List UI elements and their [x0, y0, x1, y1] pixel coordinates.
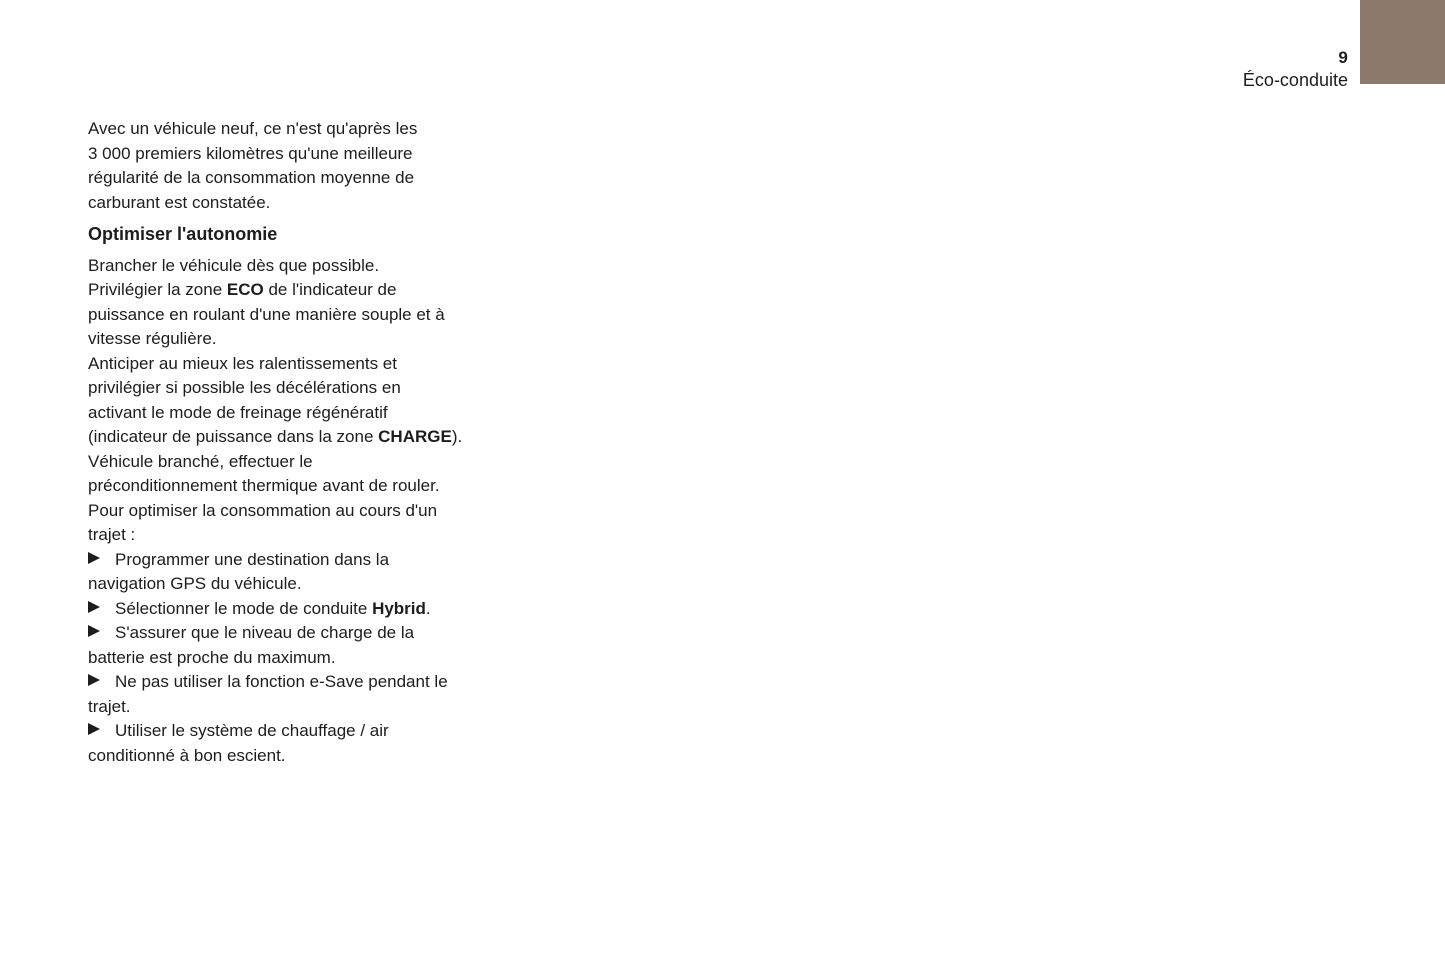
bold-term-charge: CHARGE	[378, 427, 452, 446]
text-run: de l'indicateur de	[263, 280, 397, 299]
page-number: 9	[1338, 48, 1348, 67]
bullet-text: Ne pas utiliser la fonction e-Save pendant le	[115, 672, 448, 691]
text-line: préconditionnement thermique avant de rouler.	[88, 476, 440, 495]
bullet-item	[88, 548, 588, 573]
text-line: batterie est proche du maximum.	[88, 647, 336, 667]
text-line: Véhicule branché, effectuer le	[88, 451, 313, 471]
text-run: ).	[451, 427, 463, 446]
bullet-item	[88, 621, 588, 646]
chapter-color-tab	[1360, 0, 1445, 84]
section-heading: Optimiser l'autonomie	[88, 224, 278, 244]
triangle-right-icon	[88, 625, 100, 637]
triangle-right-icon	[88, 723, 100, 735]
bullet-item	[88, 597, 588, 622]
text-line: privilégier si possible les décélérations en	[88, 378, 401, 397]
body-text-column	[88, 117, 588, 768]
text-line: navigation GPS du véhicule.	[88, 574, 302, 593]
text-line: Pour optimiser la consommation au cours d'un	[88, 500, 438, 520]
triangle-right-icon	[88, 552, 100, 564]
bullet-text: S'assurer que le niveau de charge de la	[115, 623, 415, 642]
bullet-item	[88, 670, 588, 695]
bold-term-hybrid: Hybrid	[372, 598, 426, 618]
text-line: trajet :	[88, 525, 136, 544]
bold-term-eco: ECO	[226, 280, 264, 299]
text-line: activant le mode de freinage régénératif	[88, 402, 388, 422]
text-line: vitesse régulière.	[88, 329, 217, 348]
triangle-right-icon	[88, 601, 100, 613]
bullet-text: Utiliser le système de chauffage / air	[115, 721, 389, 740]
text-line: conditionné à bon escient.	[88, 745, 286, 765]
bullet-text: Sélectionner le mode de conduite	[115, 598, 373, 618]
bullet-text: Programmer une destination dans la	[115, 549, 390, 569]
text-run: (indicateur de puissance dans la zone	[88, 427, 379, 446]
text-line: trajet.	[88, 696, 131, 716]
text-line: Anticiper au mieux les ralentissements et	[88, 353, 397, 373]
text-line: carburant est constatée.	[88, 192, 271, 212]
text-line: Avec un véhicule neuf, ce n'est qu'après les	[88, 119, 418, 138]
text-line: régularité de la consommation moyenne de	[88, 168, 415, 187]
text-line	[88, 278, 588, 303]
text-line: Brancher le véhicule dès que possible.	[88, 255, 380, 275]
triangle-right-icon	[88, 674, 100, 686]
bullet-text: .	[425, 598, 431, 618]
text-line: puissance en roulant d'une manière souple et à	[88, 304, 445, 324]
page-header	[1243, 47, 1348, 91]
text-line: 3 000 premiers kilomètres qu'une meilleure	[88, 143, 413, 163]
bullet-item	[88, 719, 588, 744]
chapter-title: Éco-conduite	[1242, 70, 1348, 90]
text-run: Privilégier la zone	[88, 280, 227, 299]
text-line	[88, 425, 588, 450]
